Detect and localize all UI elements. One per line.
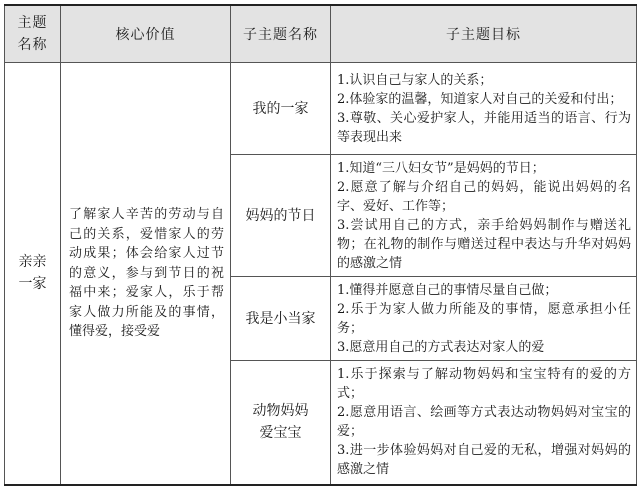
header-theme: 主题名称 xyxy=(5,5,61,63)
sub-theme-goals xyxy=(331,155,637,277)
sub-theme-goals xyxy=(331,361,637,485)
goal-item: 1.乐于探索与了解动物妈妈和宝宝特有的爱的方式； xyxy=(337,367,631,402)
header-sub-goal: 子主题目标 xyxy=(331,5,637,63)
sub-theme-name: 我的一家 xyxy=(231,63,331,155)
header-row xyxy=(5,5,637,63)
goal-item: 3.愿意用自己的方式表达对家人的爱 xyxy=(337,339,545,355)
sub-theme-goals xyxy=(331,277,637,361)
goal-item: 3.尝试用自己的方式，亲手给妈妈制作与赠送礼物；在礼物的制作与赠送过程中表达与升华对妈妈的感激之情 xyxy=(337,217,631,271)
header-core-value: 核心价值 xyxy=(61,5,231,63)
goal-item: 1.认识自己与家人的关系； xyxy=(337,72,493,88)
header-sub-theme: 子主题名称 xyxy=(231,5,331,63)
goal-item: 3.尊敬、关心爱护家人，并能用适当的语言、行为等表现出来 xyxy=(337,110,631,145)
goal-item: 2.愿意了解与介绍自己的妈妈，能说出妈妈的名字、爱好、工作等； xyxy=(337,179,631,214)
curriculum-table xyxy=(4,4,637,486)
goal-item: 2.乐于为家人做力所能及的事情，愿意承担小任务； xyxy=(337,301,631,336)
table-row xyxy=(5,63,637,155)
sub-theme-name: 动物妈妈爱宝宝 xyxy=(231,361,331,485)
goal-item: 1.知道“三八妇女节”是妈妈的节日； xyxy=(337,160,545,176)
goal-item: 2.体验家的温馨，知道家人对自己的关爱和付出； xyxy=(337,91,623,107)
core-value-cell: 了解家人辛苦的劳动与自己的关系，爱惜家人的劳动成果；体会给家人过节的意义，参与到节日的祝福中来；爱家人，乐于帮家人做力所能及的事情，懂得爱，接受爱 xyxy=(61,63,231,485)
sub-theme-name: 妈妈的节日 xyxy=(231,155,331,277)
goal-item: 2.愿意用语言、绘画等方式表达动物妈妈对宝宝的爱； xyxy=(337,405,631,440)
theme-name-cell: 亲亲一家 xyxy=(5,63,61,485)
sub-theme-name: 我是小当家 xyxy=(231,277,331,361)
goal-item: 3.进一步体验妈妈对自己爱的无私，增强对妈妈的感激之情 xyxy=(337,443,631,478)
sub-theme-goals xyxy=(331,63,637,155)
goal-item: 1.懂得并愿意自己的事情尽量自己做； xyxy=(337,282,558,298)
